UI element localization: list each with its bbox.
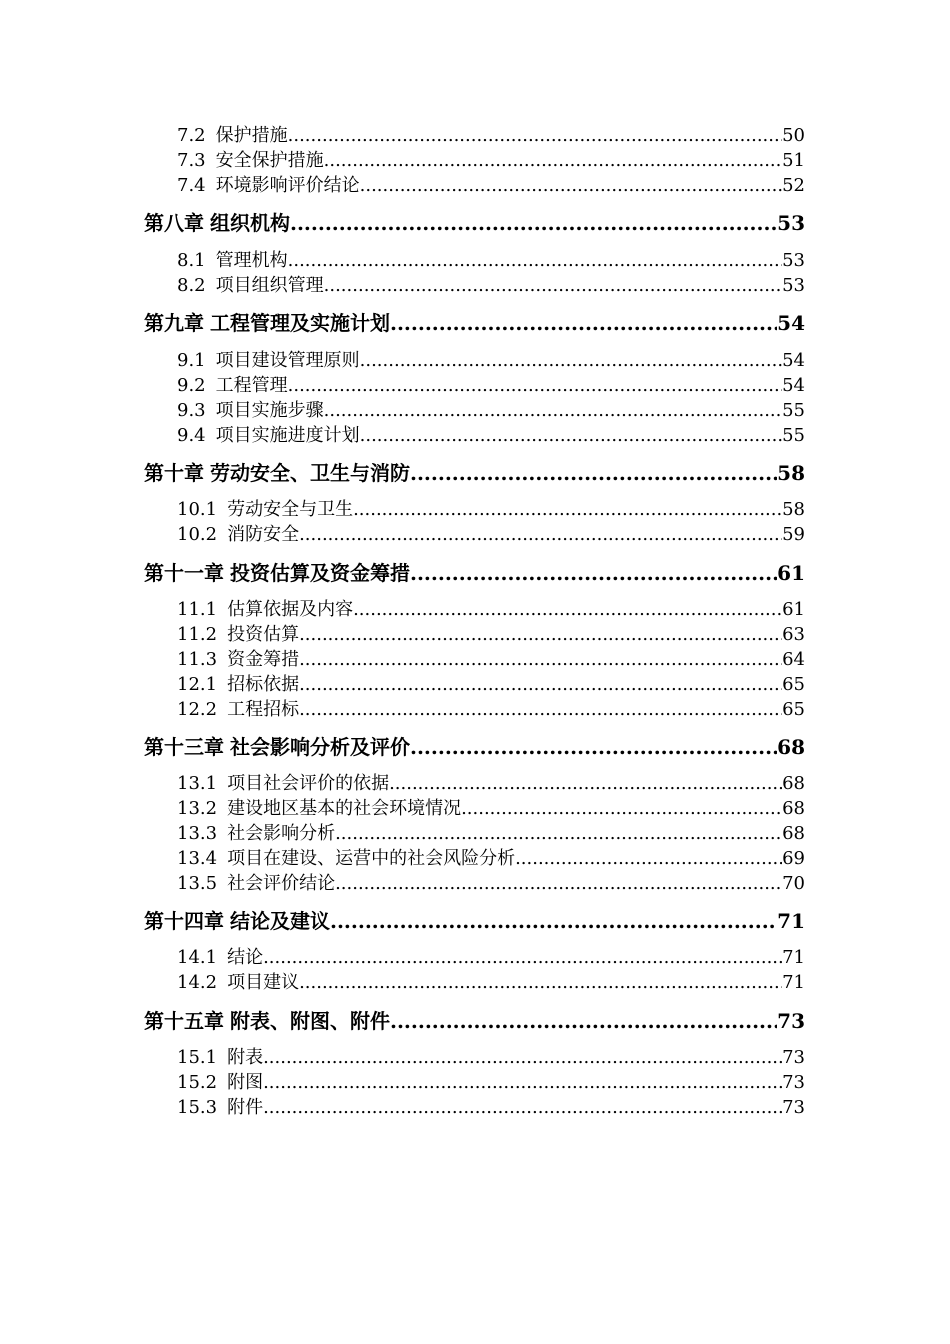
toc-entry-title: 项目组织管理 (215, 275, 324, 296)
toc-entry[interactable] (177, 673, 805, 697)
toc-entry-title: 附表 (227, 1047, 264, 1068)
toc-leader-dots (299, 673, 782, 697)
toc-entry-number: 13.2 (177, 798, 218, 819)
toc-leader-dots (263, 1046, 782, 1070)
toc-entry-page: 73 (782, 1097, 805, 1118)
toc-chapter-title: 投资估算及资金筹措 (230, 561, 410, 585)
toc-chapter-title: 工程管理及实施计划 (210, 311, 390, 335)
toc-chapter-title: 结论及建议 (230, 909, 330, 933)
toc-leader-dots (410, 559, 777, 587)
toc-entry-page: 55 (782, 400, 805, 421)
toc-entry[interactable] (177, 946, 805, 970)
toc-leader-dots (299, 623, 782, 647)
toc-entry-number: 14.1 (177, 947, 218, 968)
toc-chapter-page: 73 (777, 1009, 805, 1033)
toc-entry-page: 54 (782, 350, 805, 371)
toc-entry-title: 劳动安全与卫生 (227, 499, 354, 520)
toc-entry-page: 68 (782, 823, 805, 844)
toc-entry-number: 9.3 (177, 400, 206, 421)
toc-leader-dots (335, 822, 782, 846)
toc-entry-title: 保护措施 (215, 125, 288, 146)
toc-entry-number: 11.1 (177, 599, 218, 620)
toc-entry-title: 项目实施步骤 (215, 400, 324, 421)
toc-entry[interactable] (177, 698, 805, 722)
toc-leader-dots (324, 149, 782, 173)
toc-entry[interactable] (177, 822, 805, 846)
toc-entry[interactable] (177, 847, 805, 871)
toc-entry-number: 7.4 (177, 175, 206, 196)
toc-entry-page: 65 (782, 699, 805, 720)
toc-leader-dots (390, 309, 777, 337)
toc-chapter-entry[interactable] (144, 559, 805, 587)
toc-entry-number: 15.2 (177, 1072, 218, 1093)
toc-entry-page: 71 (782, 972, 805, 993)
toc-leader-dots (335, 872, 782, 896)
toc-leader-dots (353, 598, 782, 622)
toc-leader-dots (461, 797, 782, 821)
toc-entry-title: 项目实施进度计划 (215, 425, 360, 446)
toc-entry[interactable] (177, 399, 805, 423)
toc-leader-dots (410, 459, 777, 487)
toc-chapter-entry[interactable] (144, 733, 805, 761)
toc-chapter-page: 71 (777, 909, 805, 933)
toc-entry[interactable] (177, 349, 805, 373)
toc-entry-number: 11.2 (177, 624, 218, 645)
toc-entry[interactable] (177, 523, 805, 547)
toc-entry-page: 53 (782, 275, 805, 296)
toc-chapter-entry[interactable] (144, 1007, 805, 1035)
toc-entry-number: 12.1 (177, 674, 218, 695)
toc-chapter-entry[interactable] (144, 209, 805, 237)
toc-entry-title: 工程招标 (227, 699, 300, 720)
toc-entry-number: 15.1 (177, 1047, 218, 1068)
toc-leader-dots (410, 733, 777, 761)
toc-leader-dots (290, 209, 777, 237)
toc-entry-number: 8.2 (177, 275, 206, 296)
toc-entry[interactable] (177, 174, 805, 198)
toc-entry-number: 10.2 (177, 524, 218, 545)
toc-leader-dots (324, 399, 782, 423)
toc-entry[interactable] (177, 1096, 805, 1120)
toc-entry-title: 投资估算 (227, 624, 300, 645)
toc-entry-title: 附件 (227, 1097, 264, 1118)
toc-entry-page: 70 (782, 873, 805, 894)
toc-entry[interactable] (177, 1046, 805, 1070)
toc-entry-page: 64 (782, 649, 805, 670)
toc-entry-title: 项目建设管理原则 (215, 350, 360, 371)
toc-leader-dots (360, 349, 782, 373)
toc-leader-dots (330, 907, 777, 935)
toc-entry-number: 7.2 (177, 125, 206, 146)
toc-chapter-entry[interactable] (144, 459, 805, 487)
toc-leader-dots (288, 374, 782, 398)
toc-leader-dots (389, 772, 782, 796)
toc-entry-page: 55 (782, 425, 805, 446)
toc-leader-dots (360, 174, 782, 198)
toc-entry-number: 10.1 (177, 499, 218, 520)
toc-chapter-number: 第十一章 (144, 561, 224, 585)
toc-entry-title: 招标依据 (227, 674, 300, 695)
toc-entry-number: 13.3 (177, 823, 218, 844)
toc-chapter-title: 劳动安全、卫生与消防 (210, 461, 410, 485)
toc-entry-page: 65 (782, 674, 805, 695)
toc-chapter-number: 第十章 (144, 461, 204, 485)
toc-entry[interactable] (177, 648, 805, 672)
toc-chapter-number: 第九章 (144, 311, 204, 335)
toc-leader-dots (299, 971, 782, 995)
toc-entry[interactable] (177, 598, 805, 622)
toc-entry-page: 52 (782, 175, 805, 196)
toc-entry-page: 73 (782, 1047, 805, 1068)
toc-entry-number: 12.2 (177, 699, 218, 720)
toc-chapter-number: 第十四章 (144, 909, 224, 933)
toc-leader-dots (288, 249, 782, 273)
toc-entry-page: 59 (782, 524, 805, 545)
toc-chapter-page: 61 (777, 561, 805, 585)
toc-chapter-entry[interactable] (144, 309, 805, 337)
toc-entry-page: 68 (782, 798, 805, 819)
toc-entry[interactable] (177, 274, 805, 298)
toc-chapter-title: 社会影响分析及评价 (230, 735, 410, 759)
toc-entry-title: 资金筹措 (227, 649, 300, 670)
toc-entry-title: 估算依据及内容 (227, 599, 354, 620)
toc-entry-page: 58 (782, 499, 805, 520)
toc-chapter-page: 53 (777, 211, 805, 235)
toc-entry-title: 结论 (227, 947, 264, 968)
toc-chapter-number: 第十三章 (144, 735, 224, 759)
toc-leader-dots (299, 648, 782, 672)
toc-entry-number: 14.2 (177, 972, 218, 993)
toc-entry-page: 63 (782, 624, 805, 645)
toc-chapter-page: 68 (777, 735, 805, 759)
toc-entry[interactable] (177, 772, 805, 796)
toc-entry[interactable] (177, 872, 805, 896)
toc-entry-title: 项目社会评价的依据 (227, 773, 390, 794)
toc-chapter-page: 54 (777, 311, 805, 335)
toc-chapter-number: 第八章 (144, 211, 204, 235)
toc-entry-title: 工程管理 (215, 375, 288, 396)
toc-leader-dots (288, 124, 782, 148)
toc-entry-number: 9.1 (177, 350, 206, 371)
toc-entry-title: 建设地区基本的社会环境情况 (227, 798, 462, 819)
toc-leader-dots (263, 1071, 782, 1095)
toc-entry-number: 9.2 (177, 375, 206, 396)
toc-entry-number: 15.3 (177, 1097, 218, 1118)
toc-entry-page: 69 (782, 848, 805, 869)
toc-entry-number: 13.1 (177, 773, 218, 794)
toc-entry-title: 附图 (227, 1072, 264, 1093)
toc-chapter-page: 58 (777, 461, 805, 485)
toc-chapter-entry[interactable] (144, 907, 805, 935)
toc-chapter-title: 组织机构 (210, 211, 290, 235)
toc-entry-title: 环境影响评价结论 (215, 175, 360, 196)
toc-entry[interactable] (177, 424, 805, 448)
toc-entry-number: 11.3 (177, 649, 218, 670)
toc-leader-dots (353, 498, 782, 522)
toc-entry[interactable] (177, 149, 805, 173)
toc-leader-dots (263, 946, 782, 970)
toc-entry-number: 13.4 (177, 848, 218, 869)
toc-entry[interactable] (177, 1071, 805, 1095)
toc-entry-page: 71 (782, 947, 805, 968)
toc-entry-title: 社会评价结论 (227, 873, 336, 894)
toc-leader-dots (324, 274, 782, 298)
toc-entry-page: 50 (782, 125, 805, 146)
toc-leader-dots (263, 1096, 782, 1120)
toc-entry-title: 安全保护措施 (215, 150, 324, 171)
toc-entry-page: 73 (782, 1072, 805, 1093)
toc-entry-number: 7.3 (177, 150, 206, 171)
toc-entry[interactable] (177, 249, 805, 273)
toc-entry[interactable] (177, 623, 805, 647)
toc-entry-page: 61 (782, 599, 805, 620)
toc-entry[interactable] (177, 971, 805, 995)
toc-entry-page: 51 (782, 150, 805, 171)
toc-entry-number: 9.4 (177, 425, 206, 446)
toc-entry-number: 13.5 (177, 873, 218, 894)
toc-entry-page: 53 (782, 250, 805, 271)
toc-entry-page: 54 (782, 375, 805, 396)
toc-entry-title: 管理机构 (215, 250, 288, 271)
toc-entry-title: 消防安全 (227, 524, 300, 545)
toc-entry-title: 项目在建设、运营中的社会风险分析 (227, 848, 516, 869)
toc-leader-dots (299, 698, 782, 722)
toc-entry[interactable] (177, 124, 805, 148)
toc-leader-dots (390, 1007, 777, 1035)
toc-leader-dots (360, 424, 782, 448)
toc-chapter-title: 附表、附图、附件 (230, 1009, 390, 1033)
toc-leader-dots (515, 847, 782, 871)
toc-entry-title: 项目建议 (227, 972, 300, 993)
toc-entry[interactable] (177, 797, 805, 821)
toc-chapter-number: 第十五章 (144, 1009, 224, 1033)
toc-entry-title: 社会影响分析 (227, 823, 336, 844)
toc-entry[interactable] (177, 498, 805, 522)
toc-entry[interactable] (177, 374, 805, 398)
toc-leader-dots (299, 523, 782, 547)
toc-entry-page: 68 (782, 773, 805, 794)
toc-entry-number: 8.1 (177, 250, 206, 271)
